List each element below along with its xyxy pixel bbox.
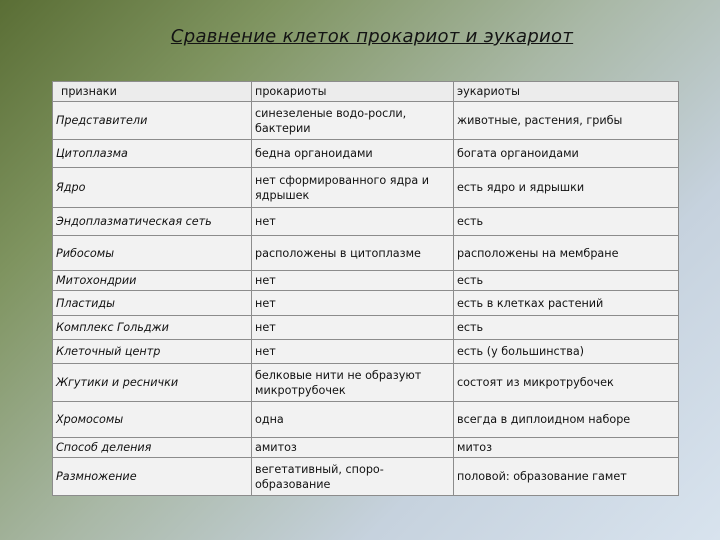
table-row — [53, 140, 679, 168]
table-row — [53, 291, 679, 316]
prokaryote-cell: бедна органоидами — [252, 140, 454, 168]
table-row — [53, 102, 679, 140]
feature-cell: Эндоплазматическая сеть — [53, 208, 252, 236]
prokaryote-cell: нет — [252, 316, 454, 340]
eukaryote-cell: богата органоидами — [454, 140, 679, 168]
table-header-row — [53, 82, 679, 102]
header-prokaryotes: прокариоты — [252, 82, 454, 102]
eukaryote-cell: митоз — [454, 438, 679, 458]
prokaryote-cell: белковые нити не образуют микротрубочек — [252, 364, 454, 402]
table-row — [53, 208, 679, 236]
feature-cell: Цитоплазма — [53, 140, 252, 168]
eukaryote-cell: есть ядро и ядрышки — [454, 168, 679, 208]
feature-cell: Пластиды — [53, 291, 252, 316]
feature-cell: Клеточный центр — [53, 340, 252, 364]
prokaryote-cell: нет — [252, 291, 454, 316]
eukaryote-cell: есть — [454, 271, 679, 291]
feature-cell: Рибосомы — [53, 236, 252, 271]
table-row — [53, 168, 679, 208]
feature-cell: Размножение — [53, 458, 252, 496]
table-row — [53, 402, 679, 438]
table-row — [53, 236, 679, 271]
feature-cell: Ядро — [53, 168, 252, 208]
eukaryote-cell: есть (у большинства) — [454, 340, 679, 364]
table-row — [53, 458, 679, 496]
prokaryote-cell: нет сформированного ядра и ядрышек — [252, 168, 454, 208]
eukaryote-cell: есть — [454, 316, 679, 340]
prokaryote-cell: нет — [252, 271, 454, 291]
eukaryote-cell: всегда в диплоидном наборе — [454, 402, 679, 438]
table-row — [53, 364, 679, 402]
prokaryote-cell: амитоз — [252, 438, 454, 458]
prokaryote-cell: нет — [252, 208, 454, 236]
table-row — [53, 340, 679, 364]
feature-cell: Представители — [53, 102, 252, 140]
slide-title — [0, 26, 720, 47]
eukaryote-cell: животные, растения, грибы — [454, 102, 679, 140]
eukaryote-cell: состоят из микротрубочек — [454, 364, 679, 402]
slide-title-text: Сравнение клеток прокариот и эукариот — [170, 26, 574, 47]
feature-cell: Хромосомы — [53, 402, 252, 438]
table-row — [53, 316, 679, 340]
comparison-table — [52, 81, 679, 496]
feature-cell: Способ деления — [53, 438, 252, 458]
feature-cell: Комплекс Гольджи — [53, 316, 252, 340]
eukaryote-cell: есть в клетках растений — [454, 291, 679, 316]
prokaryote-cell: одна — [252, 402, 454, 438]
header-eukaryotes: эукариоты — [454, 82, 679, 102]
eukaryote-cell: половой: образование гамет — [454, 458, 679, 496]
feature-cell: Митохондрии — [53, 271, 252, 291]
prokaryote-cell: синезеленые водо-росли, бактерии — [252, 102, 454, 140]
prokaryote-cell: вегетативный, споро-образование — [252, 458, 454, 496]
prokaryote-cell: расположены в цитоплазме — [252, 236, 454, 271]
prokaryote-cell: нет — [252, 340, 454, 364]
feature-cell: Жгутики и реснички — [53, 364, 252, 402]
eukaryote-cell: есть — [454, 208, 679, 236]
table-row — [53, 271, 679, 291]
table-row — [53, 438, 679, 458]
header-features: признаки — [53, 82, 252, 102]
eukaryote-cell: расположены на мембране — [454, 236, 679, 271]
